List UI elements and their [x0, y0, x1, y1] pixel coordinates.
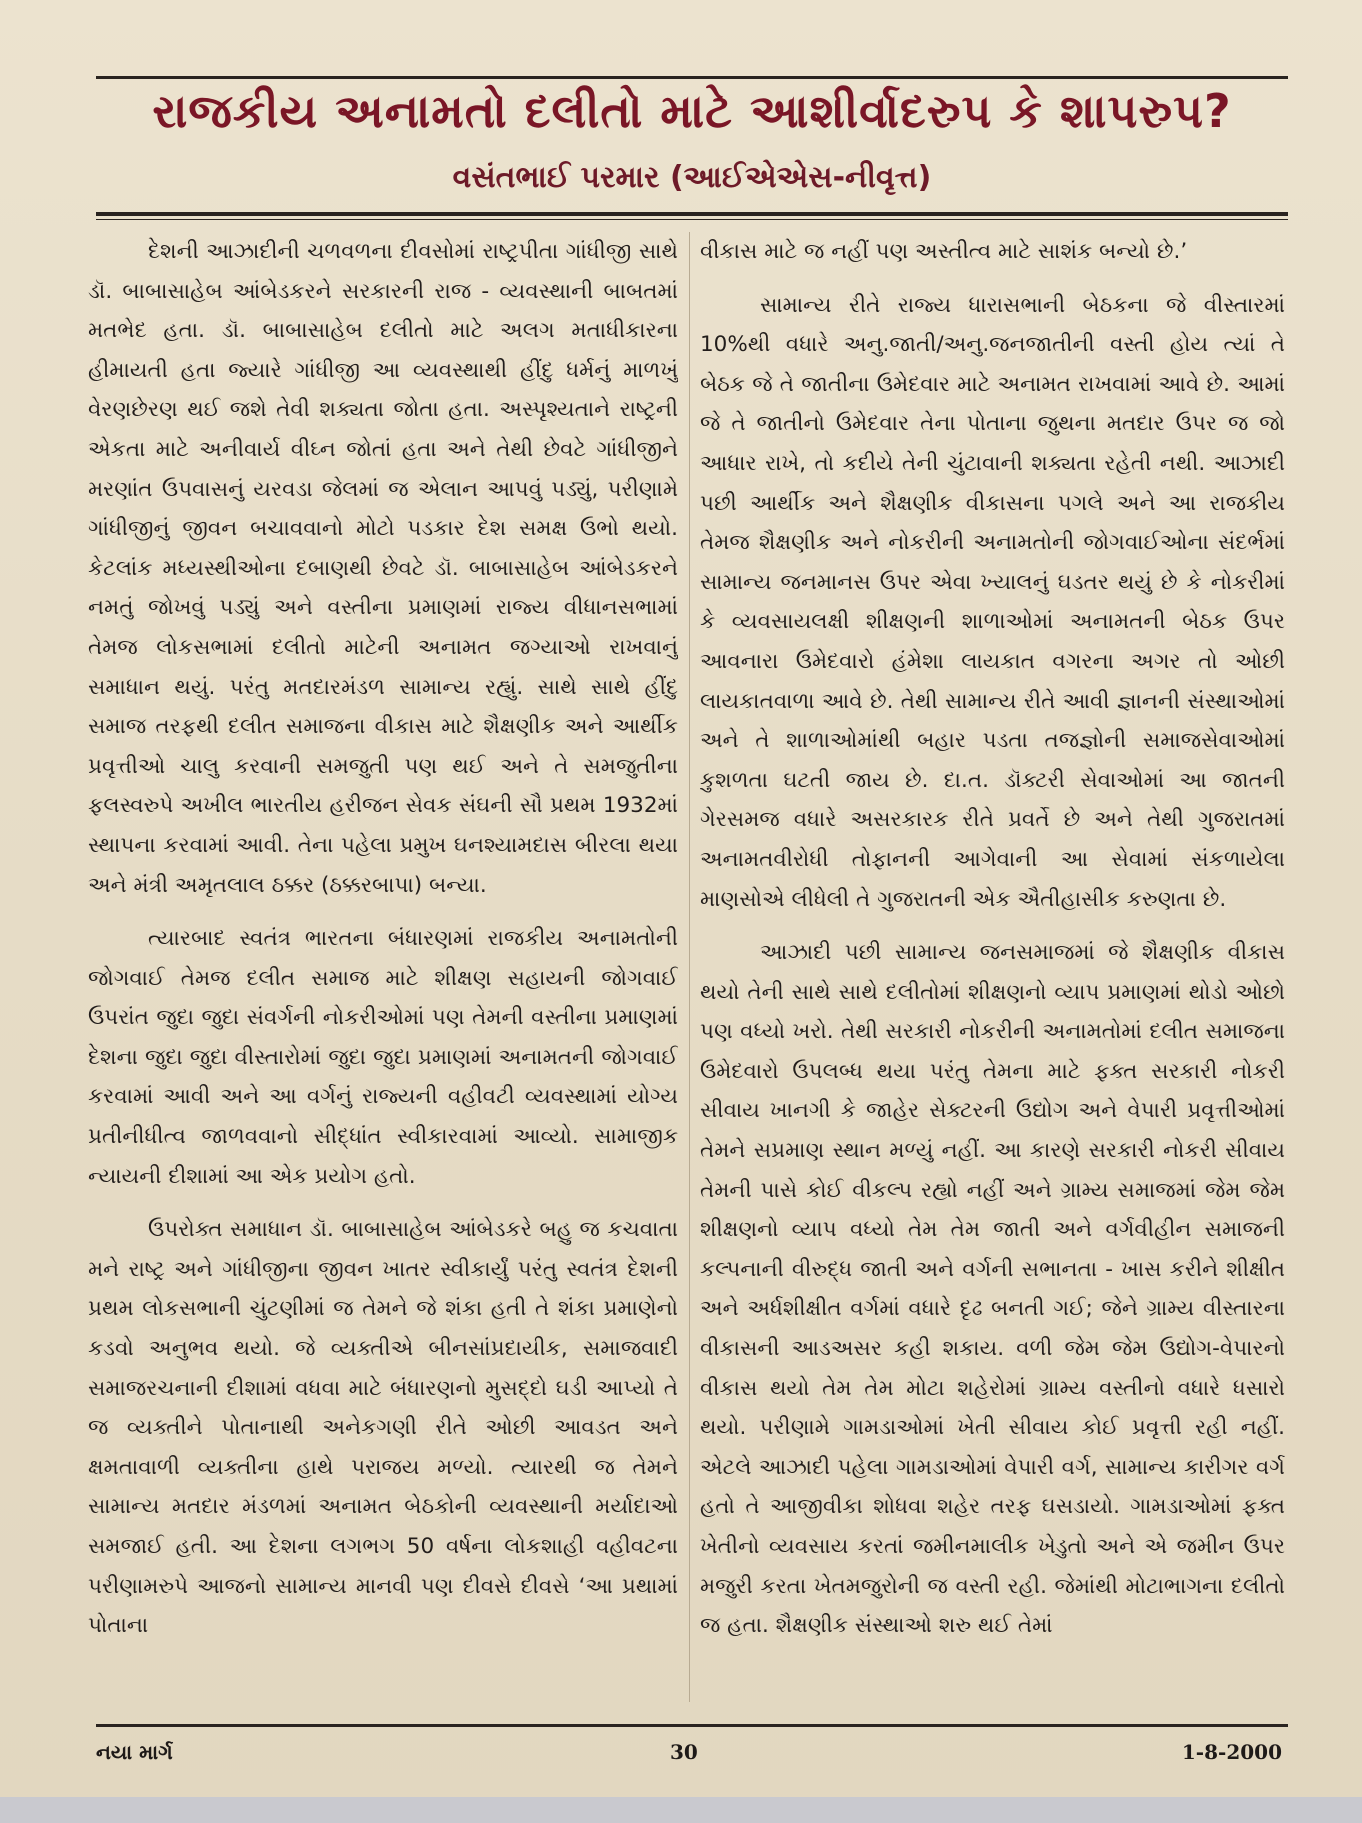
footer-rule [96, 1724, 1288, 1727]
top-rule [96, 76, 1288, 79]
publication-name: નયા માર્ગ [96, 1740, 173, 1764]
left-column [88, 232, 678, 1704]
paragraph: ત્યારબાદ સ્વતંત્ર ભારતના બંધારણમાં રાજકીય અનામતોની જોગવાઈ તેમજ દલીત સમાજ માટે શીક્ષણ સહાયની જોગવાઈ ઉપરાંત જુદા જુદા સંવર્ગની નોકરીઓમાં પણ તેમની વસ્તીના પ્રમાણમાં દેશના જુદા જુદા વીસ્તારોમાં જુદા જુદા પ્રમાણમાં અનામતની જોગવાઈ કરવામાં આવી અને આ વર્ગનું રાજ્યની વહીવટી વ્યવસ્થામાં યોગ્ય પ્રતીનીધીત્વ જાળવવાનો સીદ્ધાંત સ્વીકારવામાં આવ્યો. સામાજીક ન્યાયની દીશામાં આ એક પ્રયોગ હતો. [88, 926, 678, 1189]
column-divider [689, 232, 690, 1702]
header-rule-thin [96, 219, 1288, 220]
paragraph: આઝાદી પછી સામાન્ય જનસમાજમાં જે શૈક્ષણીક વીકાસ થયો તેની સાથે સાથે દલીતોમાં શીક્ષણનો વ્યાપ પ્રમાણમાં થોડો ઓછો પણ વધ્યો ખરો. તેથી સરકારી નોકરીની અનામતોમાં દલીત સમાજના ઉમેદવારો ઉપલબ્ધ થયા પરંતુ તેમના માટે ફક્ત સરકારી નોકરી સીવાય ખાનગી કે જાહેર સેક્ટરની ઉદ્યોગ અને વેપારી પ્રવૃત્તીઓમાં તેમને સપ્રમાણ સ્થાન મળ્યું નહીં. આ કારણે સરકારી નોકરી સીવાય તેમની પાસે કોઈ વીકલ્પ રહ્યો નહીં અને ગ્રામ્ય સમાજમાં જેમ જેમ શીક્ષણનો વ્યાપ વધ્યો તેમ તેમ જાતી અને વર્ગવીહીન સમાજની કલ્પનાની વીરુદ્ધ જાતી અને વર્ગની સભાનતા - ખાસ કરીને શીક્ષીત અને અર્ધશીક્ષીત વર્ગમાં વધારે દૃઢ બનતી ગઈ; જેને ગ્રામ્ય વીસ્તારના વીકાસની આડઅસર કહી શકાય. વળી જેમ જેમ ઉદ્યોગ-વેપારનો વીકાસ થયો તેમ તેમ મોટા શહેરોમાં ગ્રામ્ય વસ્તીનો વધારે ધસારો થયો. પરીણામે ગામડાઓમાં ખેતી સીવાય કોઈ પ્રવૃત્તી રહી નહીં. એટલે આઝાદી પહેલા ગામડાઓમાં વેપારી વર્ગ, સામાન્ય કારીગર વર્ગ હતો તે આજીવીકા શોધવા શહેર તરફ ઘસડાયો. ગામડાઓમાં ફક્ત ખેતીનો વ્યવસાય કરતાં જમીનમાલીક ખેડુતો અને એ જમીન ઉપર મજુરી કરતા ખેતમજુરોની જ વસ્તી રહી. જેમાંથી મોટાભાગના દલીતો જ હતા. શૈક્ષણીક સંસ્થાઓ શરુ થઈ તેમાં [700, 940, 1285, 1639]
issue-date: 1-8-2000 [1181, 1740, 1282, 1764]
paragraph: ઉપરોક્ત સમાધાન ડૉ. બાબાસાહેબ આંબેડકરે બહુ જ કચવાતા મને રાષ્ટ્ર અને ગાંધીજીના જીવન ખાતર સ્વીકાર્યું પરંતુ સ્વતંત્ર દેશની પ્રથમ લોકસભાની ચુંટણીમાં જ તેમને જે શંકા હતી તે શંકા પ્રમાણેનો કડવો અનુભવ થયો. જે વ્યક્તીએ બીનસાંપ્રદાયીક, સમાજવાદી સમાજરચનાની દીશામાં વધવા માટે બંધારણનો મુસદ્દો ઘડી આપ્યો તે જ વ્યક્તીને પોતાનાથી અનેકગણી રીતે ઓછી આવડત અને ક્ષમતાવાળી વ્યક્તીના હાથે પરાજય મળ્યો. ત્યારથી જ તેમને સામાન્ય મતદાર મંડળમાં અનામત બેઠકોની વ્યવસ્થાની મર્યાદાઓ સમજાઈ હતી. આ દેશના લગભગ 50 વર્ષના લોકશાહી વહીવટના પરીણામરુપે આજનો સામાન્ય માનવી પણ દીવસે દીવસે ‘આ પ્રથામાં પોતાના [88, 1217, 678, 1639]
header-rule [96, 212, 1288, 216]
scan-edge [0, 1797, 1362, 1823]
paragraph: સામાન્ય રીતે રાજ્ય ધારાસભાની બેઠકના જે વીસ્તારમાં 10%થી વધારે અનુ.જાતી/અનુ.જનજાતીની વસ્તી હોય ત્યાં તે બેઠક જે તે જાતીના ઉમેદવાર માટે અનામત રાખવામાં આવે છે. આમાં જે તે જાતીનો ઉમેદવાર તેના પોતાના જુથના મતદાર ઉપર જ જો આધાર રાખે, તો કદીયે તેની ચુંટાવાની શક્યતા રહેતી નથી. આઝાદી પછી આર્થીક અને શૈક્ષણીક વીકાસના પગલે અને આ રાજકીય તેમજ શૈક્ષણીક અને નોકરીની અનામતોની જોગવાઈઓના સંદર્ભમાં સામાન્ય જનમાનસ ઉપર એવા ખ્યાલનું ઘડતર થયું છે કે નોકરીમાં કે વ્યવસાયલક્ષી શીક્ષણની શાળાઓમાં અનામતની બેઠક ઉપર આવનારા ઉમેદવારો હંમેશા લાયકાત વગરના અગર તો ઓછી લાયકાતવાળા આવે છે. તેથી સામાન્ય રીતે આવી જ્ઞાનની સંસ્થાઓમાં અને તે શાળાઓમાંથી બહાર પડતા તજજ્ઞોની સમાજસેવાઓમાં કુશળતા ઘટતી જાય છે. દા.ત. ડૉક્ટરી સેવાઓમાં આ જાતની ગેરસમજ વધારે અસરકારક રીતે પ્રવર્તે છે અને તેથી ગુજરાતમાં અનામતવીરોધી તોફાનની આગેવાની આ સેવામાં સંકળાયેલા માણસોએ લીધેલી તે ગુજરાતની એક ઐતીહાસીક કરુણતા છે. [700, 292, 1285, 912]
article-title: રાજકીય અનામતો દલીતો માટે આશીર્વાદરુપ કે શાપરુપ? [152, 84, 1232, 138]
right-column [700, 232, 1285, 1704]
paragraph: દેશની આઝાદીની ચળવળના દીવસોમાં રાષ્ટ્રપીતા ગાંધીજી સાથે ડૉ. બાબાસાહેબ આંબેડકરને સરકારની રાજ - વ્યવસ્થાની બાબતમાં મતભેદ હતા. ડૉ. બાબાસાહેબ દલીતો માટે અલગ મતાધીકારના હીમાયતી હતા જ્યારે ગાંધીજી આ વ્યવસ્થાથી હીંદુ ધર્મનું માળખું વેરણછેરણ થઈ જશે તેવી શક્યતા જોતા હતા. અસ્પૃશ્યતાને રાષ્ટ્રની એકતા માટે અનીવાર્ય વીઘ્ન જોતાં હતા અને તેથી છેવટે ગાંધીજીને મરણાંત ઉપવાસનું યરવડા જેલમાં જ એલાન આપવું પડ્યું, પરીણામે ગાંધીજીનું જીવન બચાવવાનો મોટો પડકાર દેશ સમક્ષ ઉભો થયો. કેટલાંક મધ્યસ્થીઓના દબાણથી છેવટે ડૉ. બાબાસાહેબ આંબેડકરને નમતું જોખવું પડ્યું અને વસ્તીના પ્રમાણમાં રાજ્ય વીધાનસભામાં તેમજ લોકસભામાં દલીતો માટેની અનામત જગ્યાઓ રાખવાનું સમાધાન થયું. પરંતુ મતદારમંડળ સામાન્ય રહ્યું. સાથે સાથે હીંદુ સમાજ તરફથી દલીત સમાજના વીકાસ માટે શૈક્ષણીક અને આર્થીક પ્રવૃત્તીઓ ચાલુ કરવાની સમજુતી પણ થઈ અને તે સમજુતીના ફલસ્વરુપે અખીલ ભારતીય હરીજન સેવક સંઘની સૌ પ્રથમ 1932માં સ્થાપના કરવામાં આવી. તેના પહેલા પ્રમુખ ઘનશ્યામદાસ બીરલા થયા અને મંત્રી અમૃતલાલ ઠક્કર (ઠક્કરબાપા) બન્યા. [88, 239, 678, 898]
page-number: 30 [670, 1740, 698, 1764]
paragraph-continued: વીકાસ માટે જ નહીં પણ અસ્તીત્વ માટે સાશંક બન્યો છે.’ [700, 239, 1188, 264]
article-author: વસંતભાઈ પરમાર (આઈએએસ-નીવૃત્ત) [452, 160, 932, 195]
